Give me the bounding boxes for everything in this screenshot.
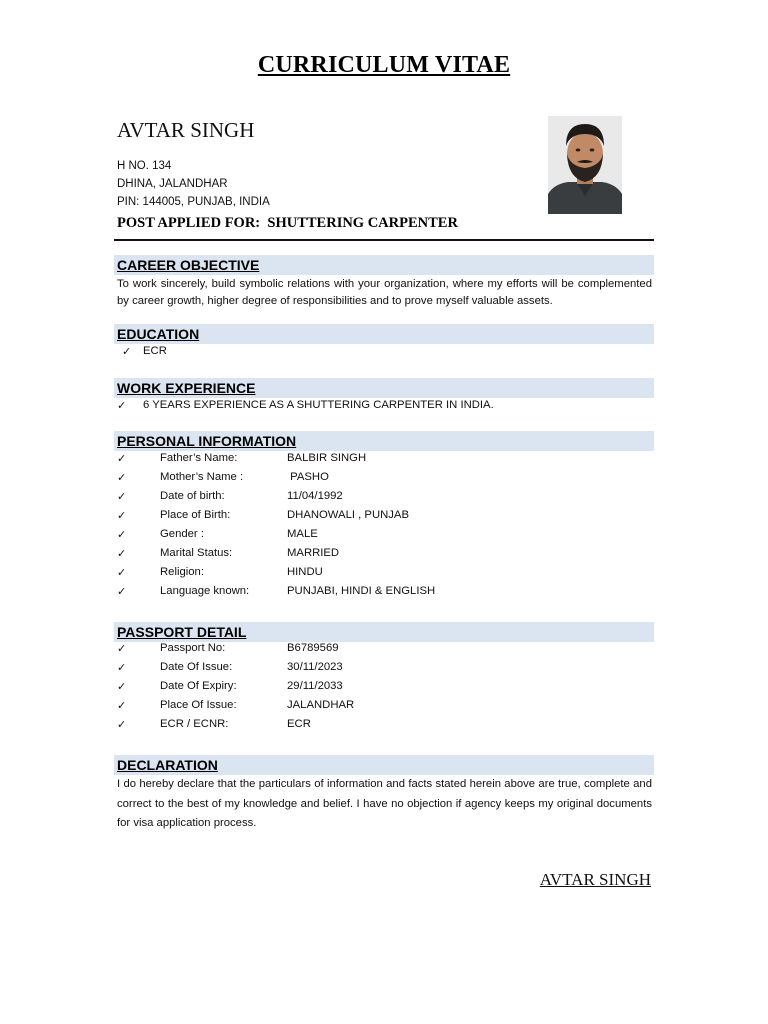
info-label: Marital Status: xyxy=(160,547,233,559)
career-objective-heading: CAREER OBJECTIVE xyxy=(117,257,260,273)
check-icon: ✓ xyxy=(117,642,127,655)
info-value: BALBIR SINGH xyxy=(287,452,367,464)
education-item: ECR xyxy=(143,345,167,357)
info-row xyxy=(0,509,768,528)
check-icon: ✓ xyxy=(117,699,127,712)
passport-row xyxy=(0,642,768,661)
passport-label: Passport No: xyxy=(160,642,226,654)
info-label: Date of birth: xyxy=(160,490,225,502)
passport-row xyxy=(0,699,768,718)
post-value: SHUTTERING CARPENTER xyxy=(267,215,458,231)
check-icon: ✓ xyxy=(117,452,127,465)
info-row xyxy=(0,471,768,490)
passport-row xyxy=(0,680,768,699)
passport-value: 29/11/2033 xyxy=(287,680,343,692)
list-item xyxy=(0,345,768,364)
info-label: Father’s Name: xyxy=(160,452,238,464)
check-icon: ✓ xyxy=(117,399,127,412)
person-photo-icon xyxy=(548,116,622,214)
passport-value: ECR xyxy=(287,718,311,730)
address-block xyxy=(117,157,270,211)
address-line: PIN: 144005, PUNJAB, INDIA xyxy=(117,196,270,208)
info-value: HINDU xyxy=(287,566,323,578)
passport-row xyxy=(0,661,768,680)
passport-detail-heading: PASSPORT DETAIL xyxy=(117,624,247,640)
passport-label: ECR / ECNR: xyxy=(160,718,229,730)
signature-name: AVTAR SINGH xyxy=(539,870,651,889)
address-line: H NO. 134 xyxy=(117,160,172,172)
personal-information-heading: PERSONAL INFORMATION xyxy=(117,433,297,449)
info-label: Gender : xyxy=(160,528,204,540)
info-value: MARRIED xyxy=(287,547,340,559)
declaration-text: I do hereby declare that the particulars of information and facts stated herein above are true, complete and correct to the best of my knowledge and belief. I have no objection if agency keeps my original documents for visa application process. xyxy=(117,778,652,829)
check-icon: ✓ xyxy=(117,718,127,731)
passport-label: Date Of Expiry: xyxy=(160,680,237,692)
passport-value: B6789569 xyxy=(287,642,339,654)
work-experience-heading: WORK EXPERIENCE xyxy=(117,380,256,396)
info-value: PUNJABI, HINDI & ENGLISH xyxy=(287,585,436,597)
check-icon: ✓ xyxy=(117,490,127,503)
profile-photo xyxy=(548,116,622,214)
address-line: DHINA, JALANDHAR xyxy=(117,178,228,190)
info-label: Language known: xyxy=(160,585,250,597)
check-icon: ✓ xyxy=(117,680,127,693)
info-row xyxy=(0,490,768,509)
info-value: MALE xyxy=(287,528,318,540)
passport-label: Place Of Issue: xyxy=(160,699,237,711)
info-label: Mother’s Name : xyxy=(160,471,244,483)
check-icon: ✓ xyxy=(122,345,132,358)
check-icon: ✓ xyxy=(117,547,127,560)
info-value: DHANOWALI , PUNJAB xyxy=(287,509,409,521)
check-icon: ✓ xyxy=(117,509,127,522)
info-row xyxy=(0,528,768,547)
passport-value: 30/11/2023 xyxy=(287,661,343,673)
info-label: Place of Birth: xyxy=(160,509,231,521)
info-value: PASHO xyxy=(287,471,329,483)
info-row xyxy=(0,547,768,566)
education-heading: EDUCATION xyxy=(117,326,200,342)
info-row xyxy=(0,566,768,585)
check-icon: ✓ xyxy=(117,661,127,674)
post-applied xyxy=(117,215,458,232)
header-divider xyxy=(114,239,654,241)
info-row xyxy=(0,585,768,604)
work-experience-item: 6 YEARS EXPERIENCE AS A SHUTTERING CARPENTER IN INDIA. xyxy=(143,399,494,411)
passport-value: JALANDHAR xyxy=(287,699,355,711)
candidate-name: AVTAR SINGH xyxy=(117,118,255,142)
check-icon: ✓ xyxy=(117,471,127,484)
document-title: CURRICULUM VITAE xyxy=(257,52,511,78)
info-value: 11/04/1992 xyxy=(287,490,343,502)
declaration-heading: DECLARATION xyxy=(117,757,218,773)
list-item xyxy=(0,399,768,418)
check-icon: ✓ xyxy=(117,566,127,579)
check-icon: ✓ xyxy=(117,528,127,541)
post-label: POST APPLIED FOR: xyxy=(117,215,261,231)
career-objective-text: To work sincerely, build symbolic relations with your organization, where my efforts will be complemented by career growth, higher degree of responsibilities and to prove myself valuable assets. xyxy=(117,278,652,307)
info-row xyxy=(0,452,768,471)
passport-label: Date Of Issue: xyxy=(160,661,233,673)
passport-row xyxy=(0,718,768,737)
check-icon: ✓ xyxy=(117,585,127,598)
info-label: Religion: xyxy=(160,566,204,578)
